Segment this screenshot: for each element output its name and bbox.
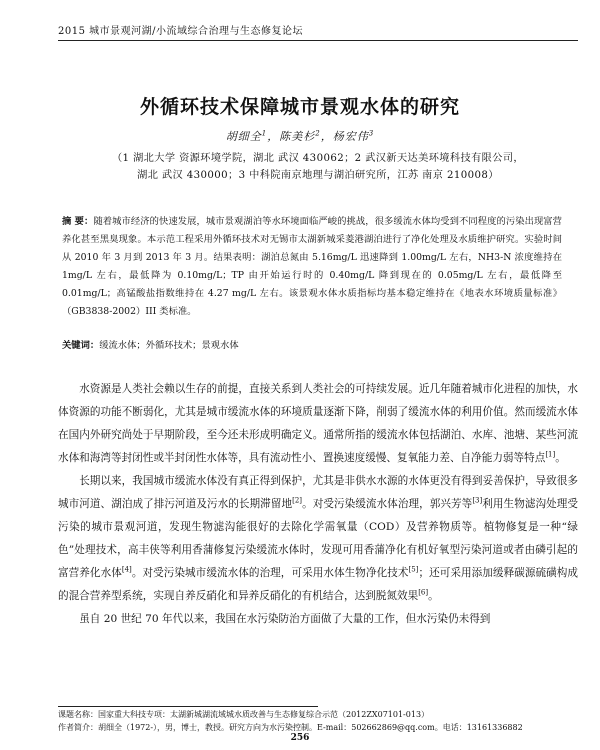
citation: [5] <box>408 565 419 574</box>
author-separator: ， <box>267 130 280 143</box>
paragraph-text: 。对受污染缓流水体治理，郭兴芳等 <box>302 498 473 510</box>
footnote-divider <box>58 706 318 707</box>
author-name: 杨宏伟 <box>332 130 369 143</box>
paragraph-text: 。对受污染城市缓流水体的治理，可采用水体生物净化技术 <box>131 567 409 579</box>
paragraph-text: 水资源是人类社会赖以生存的前提，直接关系到人类社会的可持续发展。近几年随着城市化进程的加快，水体资源的功能不断弱化，尤其是城市缓流水体的环境质量逐渐下降，削弱了缓流水体的利用价值。然而缓流水体在国内外研究尚处于早期阶段，至今还未形成明确定义。通常所指的缓流水体包括湖泊、水库、池塘、某些河流水体和海湾等封闭性或半封闭性水体等，具有流动性小、置换速度缓慢、复氧能力差、自净能力弱等特点 <box>58 383 578 464</box>
affiliation-line: （1 湖北大学 资源环境学院，湖北 武汉 430062；2 武汉新天达美环境科技有限公司， <box>111 153 525 164</box>
citation: [2] <box>292 496 303 505</box>
author-bio-note: 作者简介：胡细全（1972-），男，博士，教授。研究方向为水污染控制。E-mail：502662869@qq.com。电话：13161336882 <box>58 723 523 732</box>
author-name: 胡细全 <box>225 130 262 143</box>
affiliation-line: 湖北 武汉 430000；3 中科院南京地理与湖泊研究所，江苏 南京 210008） <box>137 170 499 181</box>
citation: [4] <box>121 565 132 574</box>
citation: [6] <box>418 588 429 597</box>
keywords-text: 缓流水体；外循环技术；景观水体 <box>99 340 239 351</box>
author-affiliation-mark: 2 <box>315 129 321 138</box>
paragraph <box>58 470 578 608</box>
keywords <box>62 339 562 353</box>
footnotes <box>58 708 598 734</box>
keywords-label: 关键词： <box>62 340 100 351</box>
paper-title: 外循环技术保障城市景观水体的研究 <box>139 96 460 118</box>
citation: [3] <box>472 496 483 505</box>
paragraph <box>58 378 578 470</box>
paragraph-text: 虽自 20 世纪 70 年代以来，我国在水污染防治方面做了大量的工作，但水污染仍未得到 <box>79 613 491 625</box>
running-title: 2015 城市景观河湖/小流域综合治理与生态修复论坛 <box>58 26 303 37</box>
author-list <box>0 128 600 144</box>
abstract-text: 随着城市经济的快速发展，城市景观湖泊等水环境面临严峻的挑战，很多缓流水体均受到不同程度的污染出现富营养化甚至黑臭现象。本示范工程采用外循环技术对无锡市太湖新城采菱港湖泊进行了净化处理及水质维护研究。实验时间从 2010 年 3 月到 2013 年 3 月。结果表明：湖泊总氮由 5.16mg/L 迅速降到 1.00mg/L 左右，NH3-N 浓度维持在 1mg/L 左右，最低降为 0.10mg/L；TP 由开始运行时的 0.40mg/L 降到现在的 0.05mg/L 左右，最低降至 0.01mg/L；高锰酸盐指数维持在 4.27 mg/L 左右。该景观水体水质指标均基本稳定维持在《地表水环境质量标准》（GB3838-2002）III 类标准。 <box>62 216 562 317</box>
body-text <box>58 378 578 631</box>
affiliations <box>58 150 578 184</box>
paragraph-text: ；还可采用添加缓释碳源硫磺构成的混合营养型系统，实现自养反硝化和异养反硝化的有机结合，达到脱氮效果 <box>58 567 579 602</box>
running-header <box>58 26 578 41</box>
funding-note: 课题名称：国家重大科技专项：太湖新城湖流域城水质改善与生态修复综合示范（2012ZX07101-013） <box>58 710 430 719</box>
abstract-label: 摘 要： <box>62 216 94 227</box>
paragraph-text: 。 <box>428 590 439 602</box>
paragraph-text: 利用生物滤沟处理受污染的城市景观河道，发现生物滤沟能很好的去除化学需氧量（COD）及营养物质等。植物修复是一种“绿色”处理技术，高丰侠等利用香蒲修复污染缓流水体时，发现可用香蒲净化有机好氧型污染河道或者由磷引起的富营养化水体 <box>58 498 578 579</box>
paragraph-text: 。 <box>555 452 566 464</box>
author-affiliation-mark: 3 <box>368 129 375 138</box>
author-name: 陈美杉 <box>279 130 316 143</box>
author-separator: ， <box>320 130 333 143</box>
paragraph-text: 长期以来，我国城市缓流水体没有真正得到保护，尤其是非供水水源的水体更没有得到妥善保护，导致很多城市河道、湖泊成了排污河道及污水的长期滞留地 <box>58 475 578 510</box>
author-affiliation-mark: 1 <box>261 129 268 138</box>
page-number: 256 <box>290 733 310 743</box>
abstract <box>62 213 562 321</box>
paragraph <box>58 608 578 631</box>
citation: [1] <box>545 450 556 459</box>
